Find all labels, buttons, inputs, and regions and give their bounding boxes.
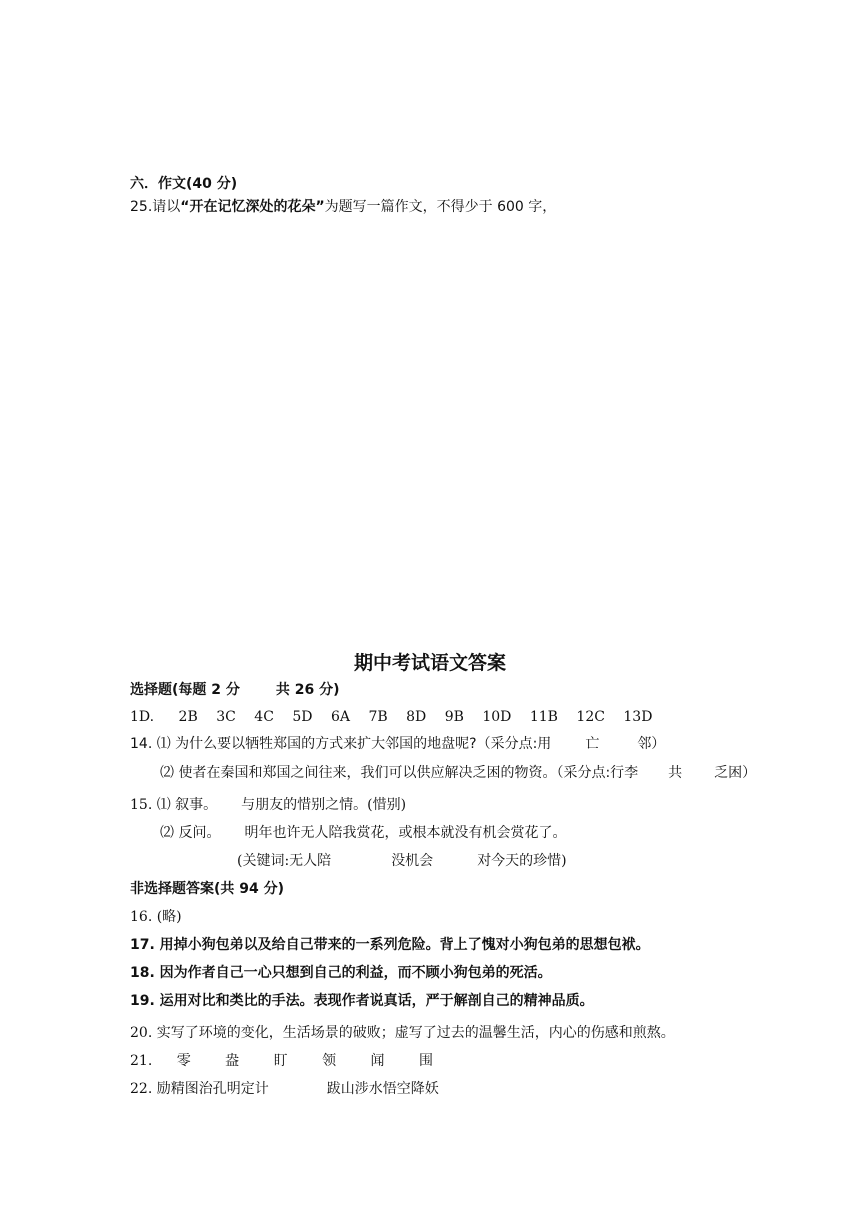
q25-prefix: 25.请以 <box>130 199 181 215</box>
q17: 17. 用掉小狗包弟以及给自己带来的一系列危险。背上了愧对小狗包弟的思想包袱。 <box>130 937 650 953</box>
q15-line3-c: 对今天的珍惜) <box>477 853 567 869</box>
q14-line1-keyword: 亡 <box>585 736 600 752</box>
choice-answer: 11B <box>529 709 558 725</box>
q15-line1-b: 与朋友的惜别之情。(惜别) <box>241 797 407 813</box>
q21-char: 闻 <box>370 1053 385 1069</box>
section6-heading: 六．作文(40 分) <box>130 176 238 192</box>
q14-line2 <box>160 764 756 782</box>
choice-answer: 6A <box>330 709 350 725</box>
q14-line2-keyword: 乏困） <box>714 765 757 781</box>
choice-answer: 1D. <box>130 709 155 725</box>
q15-line1 <box>130 796 406 814</box>
choice-heading-part1: 选择题(每题 2 分 <box>130 682 240 698</box>
q15-line2-a: ⑵ 反问。 <box>160 825 221 841</box>
q15-line3-b: 没机会 <box>391 853 434 869</box>
q22-part1: 22. 励精图治孔明定计 <box>130 1081 269 1097</box>
choice-answer: 13D <box>623 709 653 725</box>
q19: 19. 运用对比和类比的手法。表现作者说真话，严于解剖自己的精神品质。 <box>130 993 594 1009</box>
q18: 18. 因为作者自己一心只想到自己的利益，而不顾小狗包弟的死活。 <box>130 965 552 981</box>
q14-line1-keyword: 邻） <box>637 736 666 752</box>
q15-line3-a: (关键词:无人陪 <box>237 853 332 869</box>
q16: 16. (略) <box>130 909 182 925</box>
choice-answer: 4C <box>254 709 274 725</box>
q21-char: 围 <box>418 1053 433 1069</box>
q14-line1 <box>130 735 665 753</box>
answer-title: 期中考试语文答案 <box>353 652 506 674</box>
choice-answer: 12C <box>576 709 605 725</box>
choice-answer: 7B <box>368 709 388 725</box>
q15-line3 <box>237 852 567 870</box>
q25-topic: “开在记忆深处的花朵” <box>180 199 325 215</box>
q21-char: 领 <box>322 1053 337 1069</box>
q25-suffix: 为题写一篇作文，不得少于 600 字， <box>324 199 557 215</box>
choice-answer: 9B <box>444 709 464 725</box>
q15-line2-b: 明年也许无人陪我赏花，或根本就没有机会赏花了。 <box>244 825 567 841</box>
q20: 20. 实写了环境的变化，生活场景的破败；虚写了过去的温馨生活，内心的伤感和煎熬。 <box>130 1025 675 1041</box>
choice-answer: 2B <box>178 709 198 725</box>
question-25 <box>130 198 556 216</box>
q14-line2-keyword: 共 <box>668 765 683 781</box>
choice-answer: 3C <box>216 709 236 725</box>
choice-answer: 8D <box>406 709 427 725</box>
nonchoice-heading: 非选择题答案(共 94 分) <box>130 881 285 897</box>
q15-line1-a: 15. ⑴ 叙事。 <box>130 797 218 813</box>
q21-char: 盯 <box>273 1053 288 1069</box>
choice-heading-part2: 共 26 分) <box>275 682 340 698</box>
choice-heading <box>130 681 340 699</box>
choice-answer: 10D <box>482 709 512 725</box>
q15-line2 <box>160 824 566 842</box>
choice-answer: 5D <box>292 709 313 725</box>
choice-answers <box>130 708 652 726</box>
q14-line1-main: 14. ⑴ 为什么要以牺牲郑国的方式来扩大邻国的地盘呢?（采分点:用 <box>130 736 552 752</box>
q21-num: 21. <box>130 1053 153 1069</box>
q14-line2-main: ⑵ 使者在秦国和郑国之间往来，我们可以供应解决乏困的物资。（采分点:行李 <box>160 765 639 781</box>
q21-char: 零 <box>176 1053 191 1069</box>
q22 <box>130 1080 439 1098</box>
q21 <box>130 1052 433 1070</box>
q22-part2: 跋山涉水悟空降妖 <box>326 1081 439 1097</box>
q21-char: 盎 <box>225 1053 240 1069</box>
